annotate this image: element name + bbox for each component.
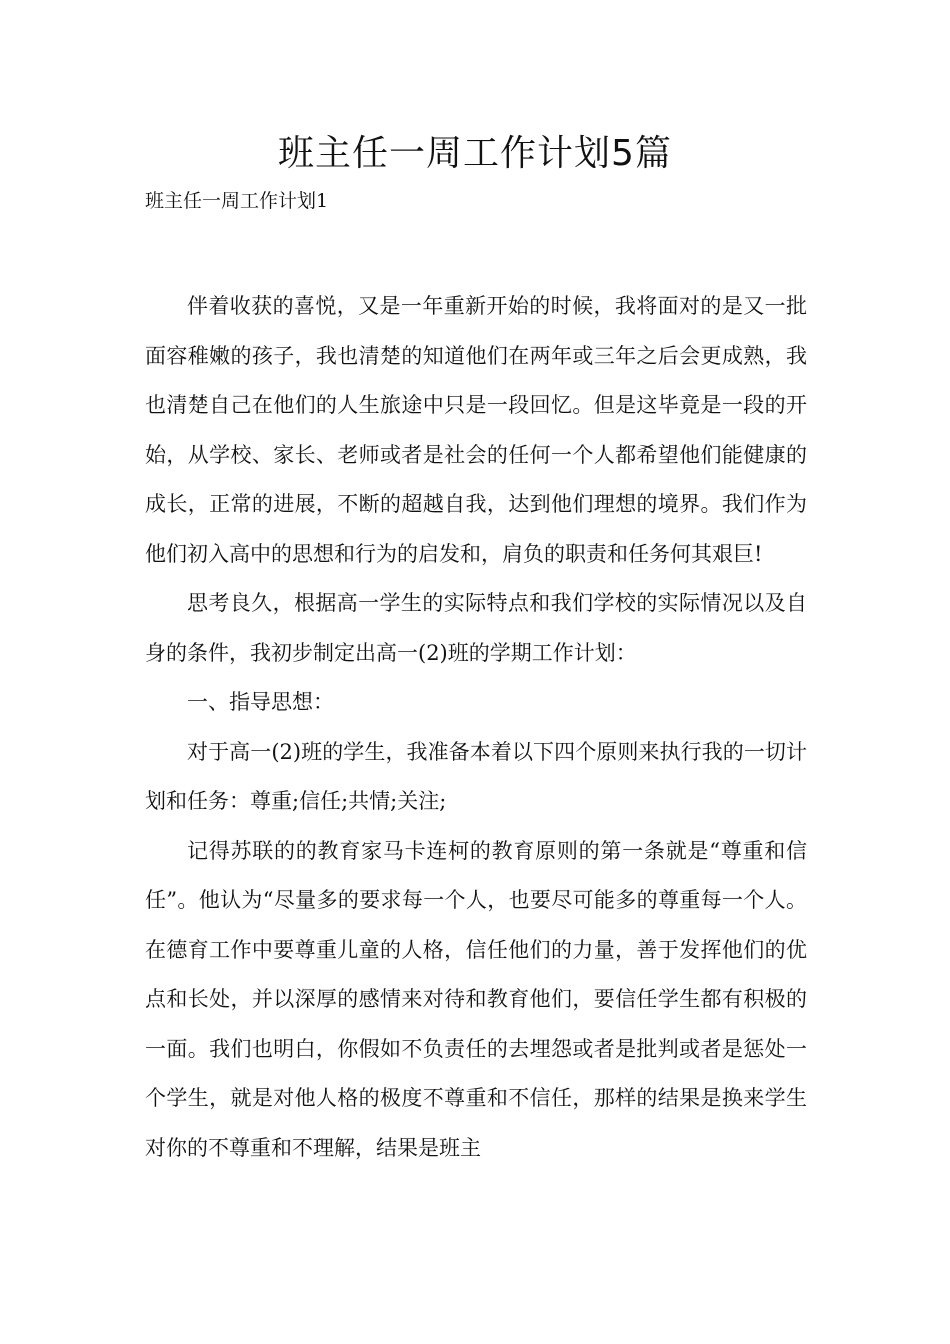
paragraph-principles: 对于高一(2)班的学生，我准备本着以下四个原则来执行我的一切计划和任务：尊重;信任;共情;关注; — [145, 739, 807, 813]
paragraph-planning: 思考良久，根据高一学生的实际特点和我们学校的实际情况以及自身的条件，我初步制定出高一(2)班的学期工作计划： — [145, 591, 807, 665]
document-subtitle: 班主任一周工作计划1 — [145, 190, 329, 212]
section-heading-guiding-ideology: 一、指导思想： — [187, 690, 334, 714]
document-title: 班主任一周工作计划5篇 — [278, 133, 672, 174]
paragraph-makarenko: 记得苏联的的教育家马卡连柯的教育原则的第一条就是“尊重和信任”。他认为“尽量多的要求每一个人，也要尽可能多的尊重每一个人。在德育工作中要尊重儿童的人格，信任他们的力量，善于发挥他们的优点和长处，并以深厚的感情来对待和教育他们，要信任学生都有积极的一面。我们也明白，你假如不负责任的去埋怨或者是批判或者是惩处一个学生，就是对他人格的极度不尊重和不信任，那样的结果是换来学生对你的不尊重和不理解，结果是班主 — [145, 838, 807, 1160]
document-body — [145, 282, 807, 1173]
paragraph-intro: 伴着收获的喜悦，又是一年重新开始的时候，我将面对的是又一批面容稚嫩的孩子，我也清楚的知道他们在两年或三年之后会更成熟，我也清楚自己在他们的人生旅途中只是一段回忆。但是这毕竟是一段的开始，从学校、家长、老师或者是社会的任何一个人都希望他们能健康的成长，正常的进展，不断的超越自我，达到他们理想的境界。我们作为他们初入高中的思想和行为的启发和，肩负的职责和任务何其艰巨! — [145, 294, 807, 566]
